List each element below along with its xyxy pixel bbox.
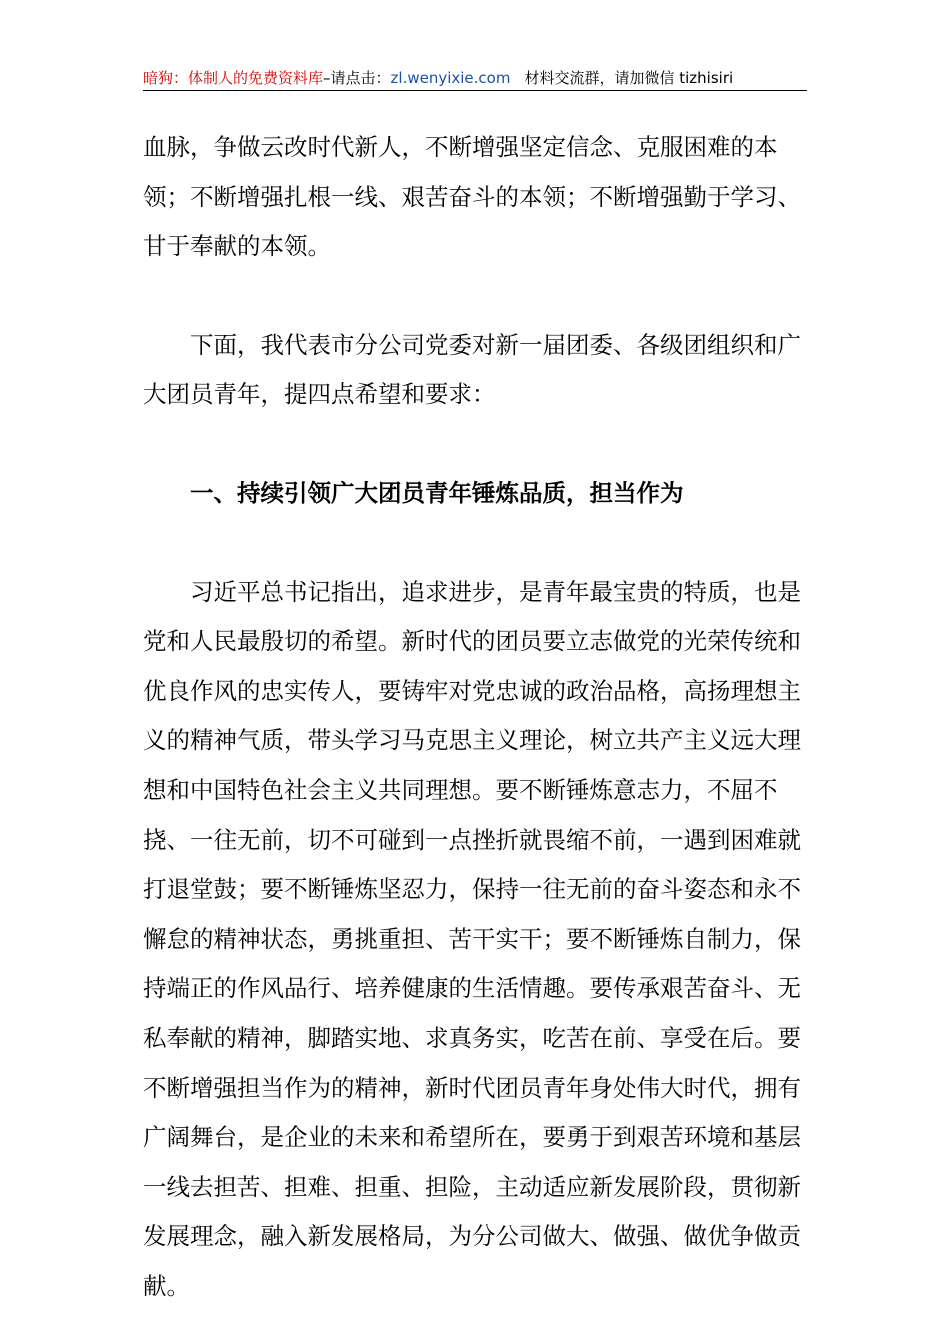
paragraph-continuation: 血脉，争做云改时代新人，不断增强坚定信念、克服困难的本领；不断增强扎根一线、艰苦奋斗的本领；不断增强勤于学习、甘于奉献的本领。	[143, 133, 801, 261]
section-heading-1: 一、持续引领广大团员青年锤炼品质，担当作为	[190, 478, 684, 507]
header-prompt: –请点击：	[323, 69, 391, 87]
header-brand[interactable]: 暗狗：体制人的免费资料库	[143, 69, 324, 87]
paragraph-section-1: 习近平总书记指出，追求进步，是青年最宝贵的特质，也是党和人民最殷切的希望。新时代的团员要立志做党的光荣传统和优良作风的忠实传人，要铸牢对党忠诚的政治品格，高扬理想主义的精神气质，带头学习马克思主义理论，树立共产主义远大理想和中国特色社会主义共同理想。要不断锤炼意志力，不屈不挠、一往无前，切不可碰到一点挫折就畏缩不前，一遇到困难就打退堂鼓；要不断锤炼坚忍力，保持一往无前的奋斗姿态和永不懈怠的精神状态，勇挑重担、苦干实干；要不断锤炼自制力，保持端正的作风品行、培养健康的生活情趣。要传承艰苦奋斗、无私奉献的精神，脚踏实地、求真务实，吃苦在前、享受在后。要不断增强担当作为的精神，新时代团员青年身处伟大时代，拥有广阔舞台，是企业的未来和希望所在，要勇于到艰苦环境和基层一线去担苦、担难、担重、担险，主动适应新发展阶段，贯彻新发展理念，融入新发展格局，为分公司做大、做强、做优争做贡献。	[143, 577, 801, 1300]
document-body	[143, 123, 807, 1311]
header-url-link[interactable]: zl.wenyixie.com	[390, 69, 511, 87]
page-header	[143, 66, 807, 91]
header-contact: 材料交流群，请加微信 tizhisiri	[524, 69, 734, 87]
paragraph-intro: 下面，我代表市分公司党委对新一届团委、各级团组织和广大团员青年，提四点希望和要求：	[143, 330, 801, 409]
